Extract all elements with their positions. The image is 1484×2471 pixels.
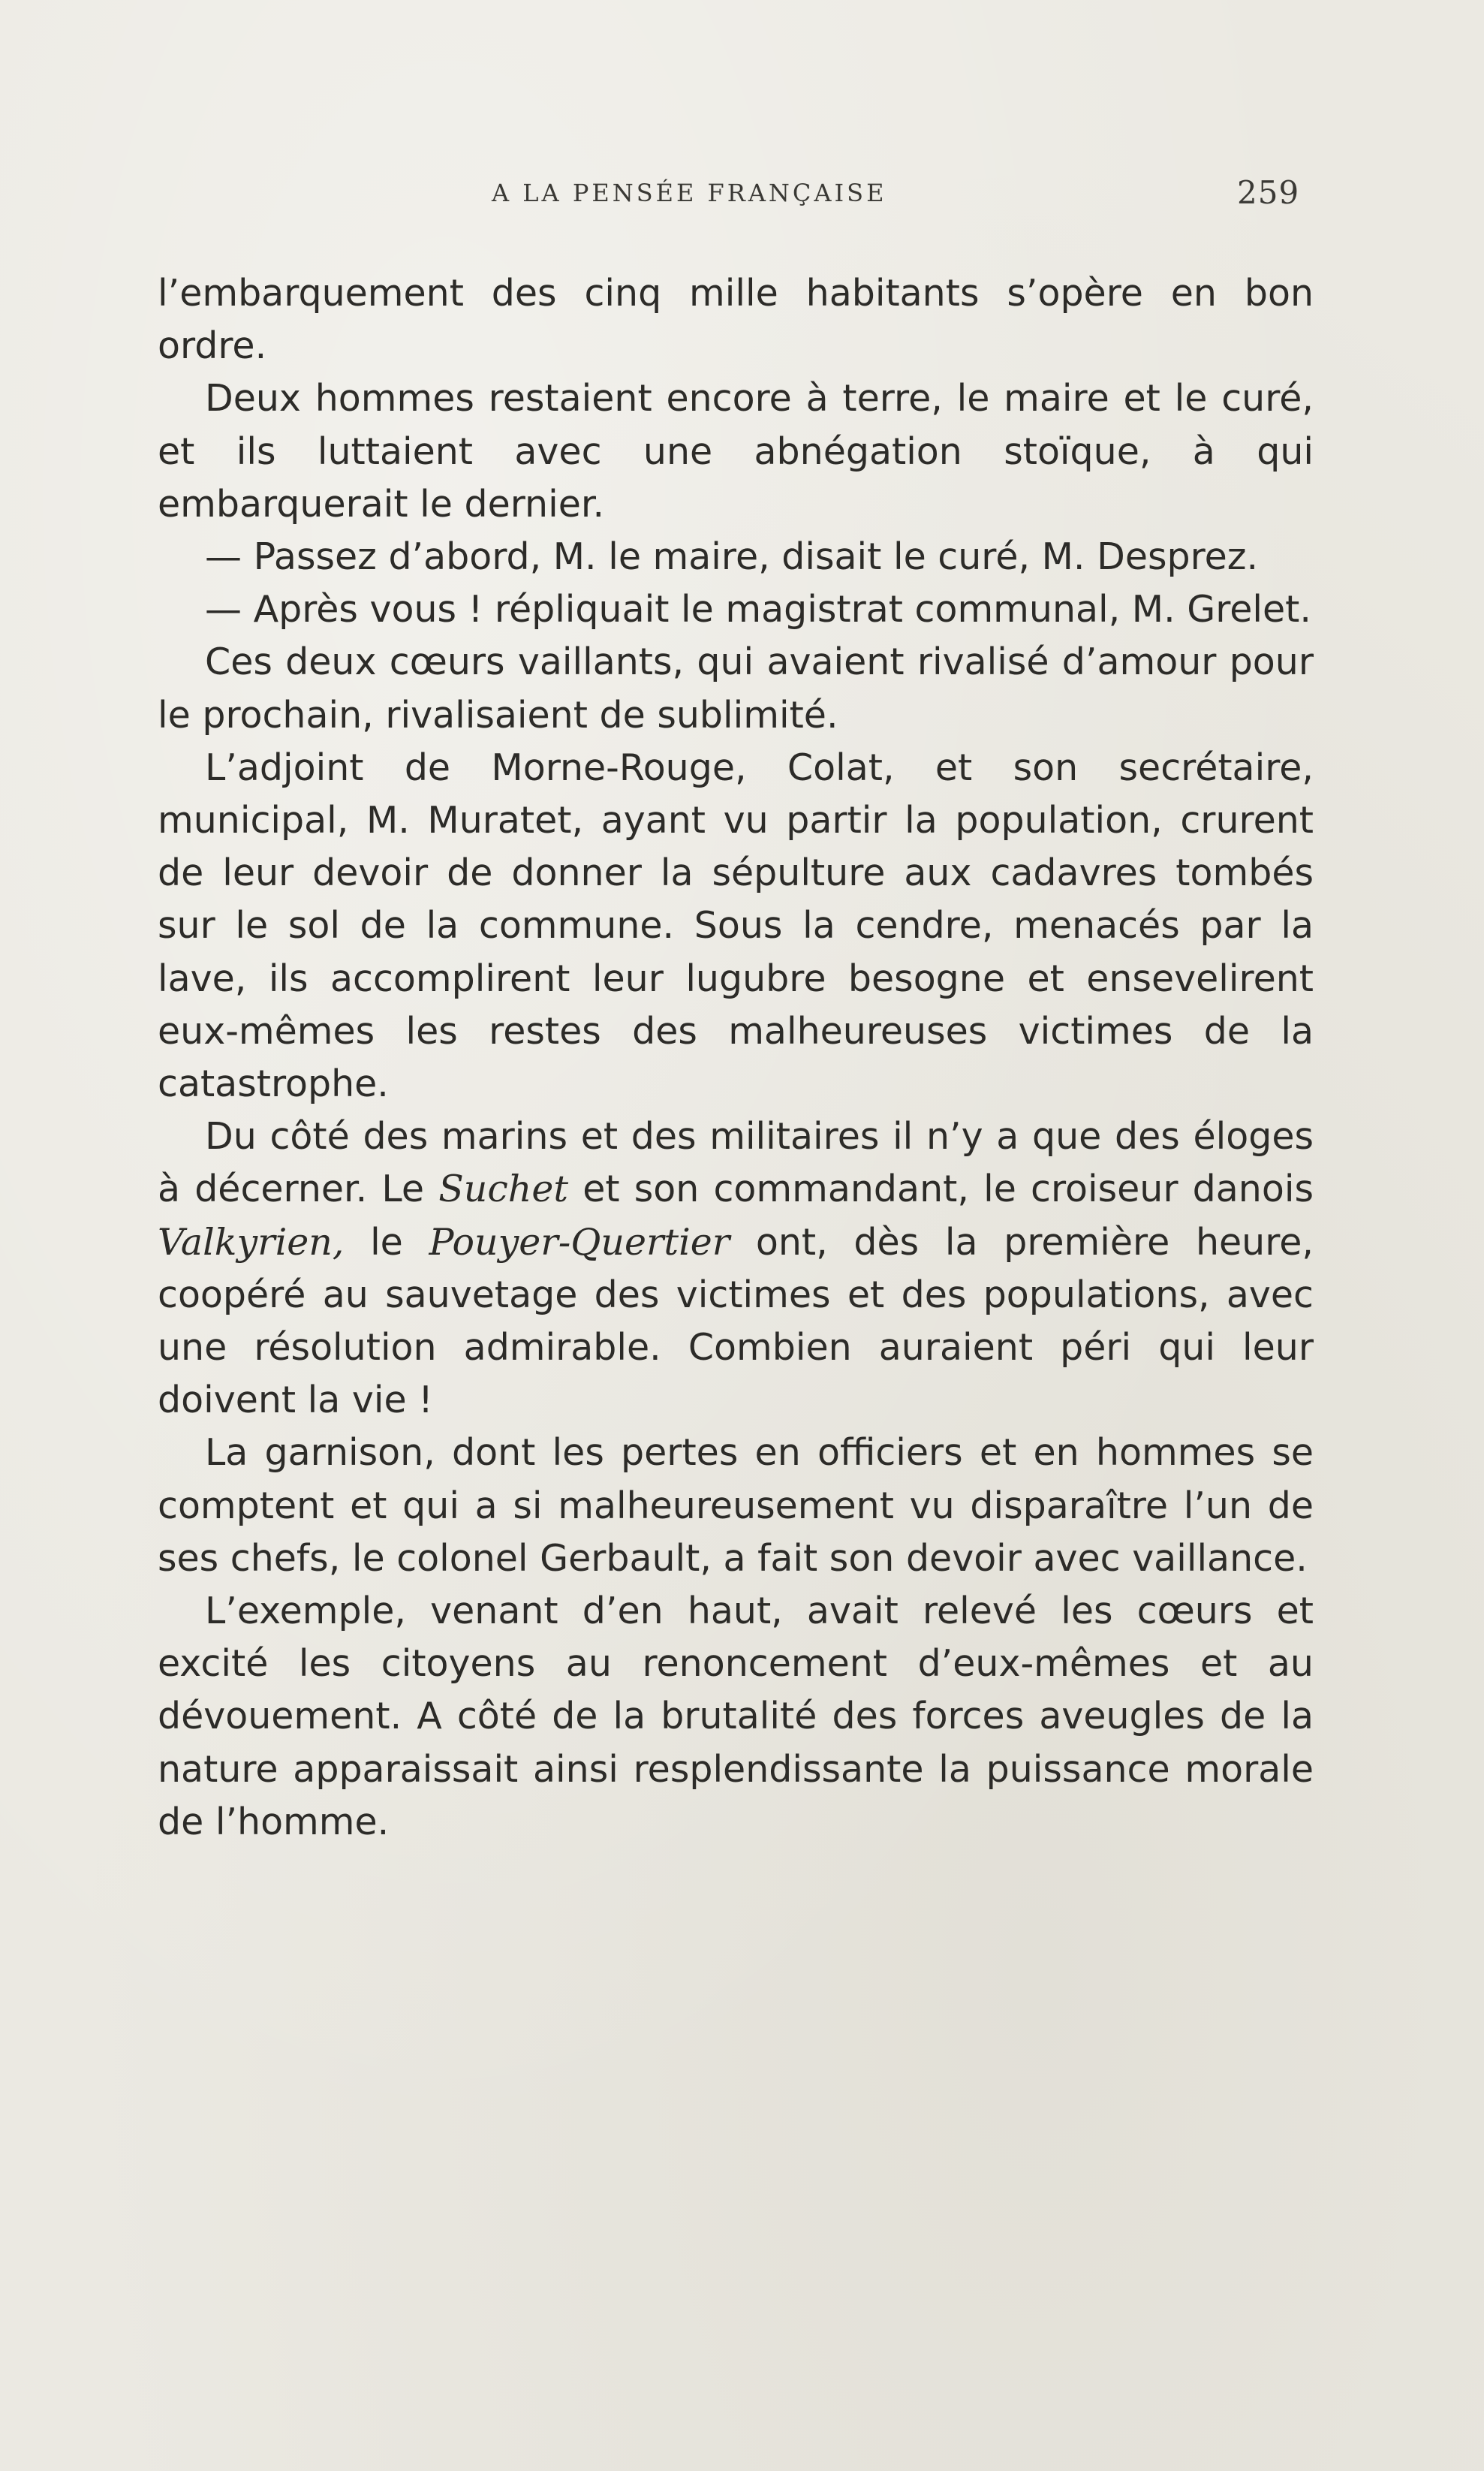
paragraph-5: [158, 636, 1314, 741]
paragraph-text: Ces deux cœurs vaillants, qui avaient rivalisé d’amour pour le prochain, rivalisaient de sublimité.: [158, 640, 1314, 737]
paragraph-text: et son commandant, le croiseur danois: [568, 1168, 1314, 1211]
body-text: [158, 267, 1314, 1849]
paragraph-text: ont, dès la première heure, coopéré au sauvetage des victimes et des populations, avec une résolution admirable. Combien auraient péri qui leur doivent la vie !: [158, 1220, 1314, 1422]
paragraph-4: [158, 583, 1314, 636]
paragraph-text: l’embarquement des cinq mille habitants s’opère en bon ordre.: [158, 272, 1314, 368]
paragraph-8: [158, 1427, 1314, 1585]
italic-ship-name: Valkyrien,: [158, 1220, 345, 1264]
paragraph-text: — Passez d’abord, M. le maire, disait le curé, M. Desprez.: [205, 535, 1259, 579]
paragraph-text: Du côté des marins et des militaires il n’y a que des éloges à décerner. Le: [158, 1115, 1314, 1211]
paragraph-6: [158, 742, 1314, 1110]
paragraph-text: L’exemple, venant d’en haut, avait relevé les cœurs et excité les citoyens au renoncement d’eux-mêmes et au dévouement. A côté de la brutalité des forces aveugles de la nature apparaissait ainsi resplendissante la puissance morale de l’homme.: [158, 1590, 1314, 1843]
paragraph-text: L’adjoint de Morne-Rouge, Colat, et son secrétaire, municipal, M. Muratet, ayant vu partir la population, crurent de leur devoir de donner la sépulture aux cadavres tombés sur le sol de la commune. Sous la cendre, menacés par la lave, ils accomplirent leur lugubre besogne et ensevelirent eux-mêmes les restes des malheureuses victimes de la catastrophe.: [158, 746, 1314, 1106]
paragraph-2: [158, 372, 1314, 531]
paragraph-7: [158, 1110, 1314, 1427]
paragraph-text: Deux hommes restaient encore à terre, le maire et le curé, et ils luttaient avec une abnégation stoïque, à qui embarquerait le dernier.: [158, 377, 1314, 526]
paragraph-text: — Après vous ! répliquait le magistrat communal, M. Grelet.: [205, 588, 1311, 631]
paragraph-3: [158, 531, 1314, 583]
paragraph-text: La garnison, dont les pertes en officiers et en hommes se comptent et qui a si malheureusement vu disparaître l’un de ses chefs, le colonel Gerbault, a fait son devoir avec vaillance.: [158, 1431, 1314, 1580]
running-title: A LA PENSÉE FRANÇAISE: [492, 179, 887, 207]
paragraph-9: [158, 1585, 1314, 1849]
italic-ship-name: Suchet: [438, 1168, 569, 1211]
paragraph-text: le: [344, 1220, 429, 1264]
paragraph-1: [158, 267, 1314, 372]
italic-ship-name: Pouyer-Quertier: [429, 1220, 730, 1264]
page-number: 259: [1237, 174, 1300, 211]
